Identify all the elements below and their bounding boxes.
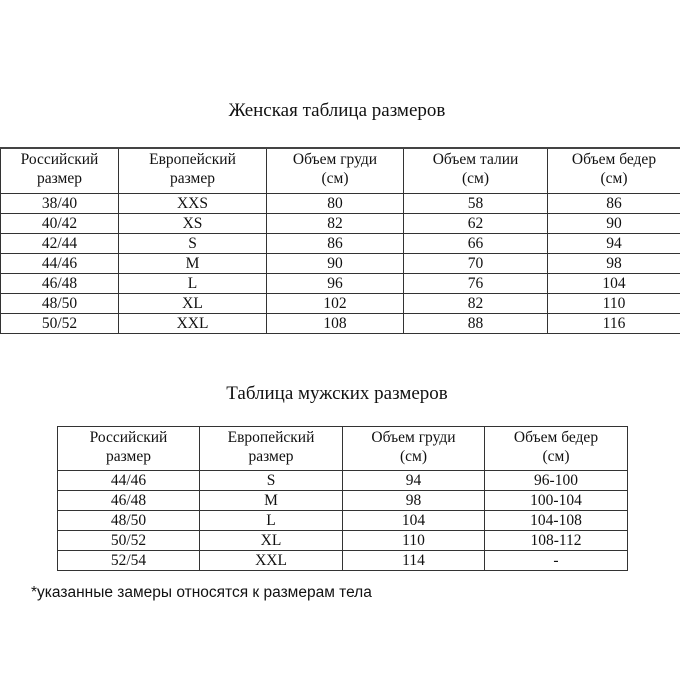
men-header-row (58, 427, 628, 471)
header-line: Объем талии (432, 151, 519, 168)
table-cell: 90 (267, 254, 404, 274)
table-cell: 46/48 (1, 274, 119, 294)
table-cell: 102 (267, 294, 404, 314)
header-line: размер (248, 448, 294, 465)
table-cell: 62 (404, 214, 548, 234)
women-table-title: Женская таблица размеров (228, 100, 446, 121)
table-row (1, 194, 680, 214)
table-cell: 104 (548, 274, 680, 294)
men-table-title: Таблица мужских размеров (226, 383, 448, 404)
header-line: (см) (399, 448, 427, 465)
table-cell: 98 (343, 491, 485, 511)
header-line: (см) (461, 170, 489, 187)
table-row (58, 551, 628, 571)
table-cell: 70 (404, 254, 548, 274)
table-cell: 108-112 (485, 531, 628, 551)
table-cell: 104 (343, 511, 485, 531)
header-cell (485, 427, 628, 471)
header-line: Объем груди (371, 429, 456, 446)
table-cell: 96-100 (485, 471, 628, 491)
men-size-table (57, 426, 628, 571)
table-row (1, 254, 680, 274)
table-cell: 116 (548, 314, 680, 334)
table-cell: M (200, 491, 343, 511)
women-header-row (1, 148, 680, 194)
header-cell (200, 427, 343, 471)
table-row (58, 531, 628, 551)
table-cell: XXL (119, 314, 267, 334)
header-line: размер (106, 448, 151, 465)
header-line: размер (170, 170, 215, 187)
table-cell: 48/50 (1, 294, 119, 314)
table-cell: 82 (404, 294, 548, 314)
header-line: (см) (321, 170, 349, 187)
table-cell: S (119, 234, 267, 254)
table-cell: 100-104 (485, 491, 628, 511)
table-cell: 38/40 (1, 194, 119, 214)
table-row (1, 314, 680, 334)
table-cell: XL (200, 531, 343, 551)
header-line: Европейский (149, 151, 236, 168)
table-cell: 98 (548, 254, 680, 274)
header-line: Российский (20, 151, 99, 168)
header-cell (58, 427, 200, 471)
women-size-table (0, 147, 680, 334)
table-cell: 90 (548, 214, 680, 234)
table-cell: 44/46 (58, 471, 200, 491)
table-row (58, 471, 628, 491)
table-row (1, 294, 680, 314)
header-cell (267, 148, 404, 194)
table-cell: L (200, 511, 343, 531)
table-cell: 110 (343, 531, 485, 551)
table-row (1, 234, 680, 254)
table-cell: 82 (267, 214, 404, 234)
table-cell: 96 (267, 274, 404, 294)
table-cell: 80 (267, 194, 404, 214)
table-cell: 48/50 (58, 511, 200, 531)
table-cell: 86 (548, 194, 680, 214)
table-cell: 52/54 (58, 551, 200, 571)
table-cell: XS (119, 214, 267, 234)
table-cell: 114 (343, 551, 485, 571)
table-cell: M (119, 254, 267, 274)
table-cell: L (119, 274, 267, 294)
table-cell: 76 (404, 274, 548, 294)
header-cell (548, 148, 680, 194)
table-row (58, 491, 628, 511)
table-cell: 58 (404, 194, 548, 214)
table-cell: 110 (548, 294, 680, 314)
header-line: Европейский (227, 429, 315, 446)
table-cell: 94 (343, 471, 485, 491)
table-row (1, 214, 680, 234)
header-line: Объем бедер (571, 151, 657, 168)
table-cell: 40/42 (1, 214, 119, 234)
header-cell (404, 148, 548, 194)
table-cell: 44/46 (1, 254, 119, 274)
table-cell: 104-108 (485, 511, 628, 531)
header-cell (343, 427, 485, 471)
table-cell: 50/52 (58, 531, 200, 551)
table-cell: 46/48 (58, 491, 200, 511)
header-line: (см) (542, 448, 570, 465)
header-line: Объем бедер (513, 429, 599, 446)
header-cell (1, 148, 119, 194)
table-cell: S (200, 471, 343, 491)
header-line: Объем груди (292, 151, 378, 168)
table-cell: 108 (267, 314, 404, 334)
table-cell: XL (119, 294, 267, 314)
table-cell: 66 (404, 234, 548, 254)
table-cell: 86 (267, 234, 404, 254)
header-cell (119, 148, 267, 194)
table-cell: - (485, 551, 628, 571)
table-row (58, 511, 628, 531)
footnote: *указанные замеры относятся к размерам тела (31, 584, 372, 601)
header-line: размер (37, 170, 82, 187)
table-cell: 94 (548, 234, 680, 254)
table-cell: 88 (404, 314, 548, 334)
table-row (1, 274, 680, 294)
table-cell: XXL (200, 551, 343, 571)
table-cell: 42/44 (1, 234, 119, 254)
header-line: (см) (600, 170, 628, 187)
header-line: Российский (89, 429, 168, 446)
table-cell: XXS (119, 194, 267, 214)
table-cell: 50/52 (1, 314, 119, 334)
